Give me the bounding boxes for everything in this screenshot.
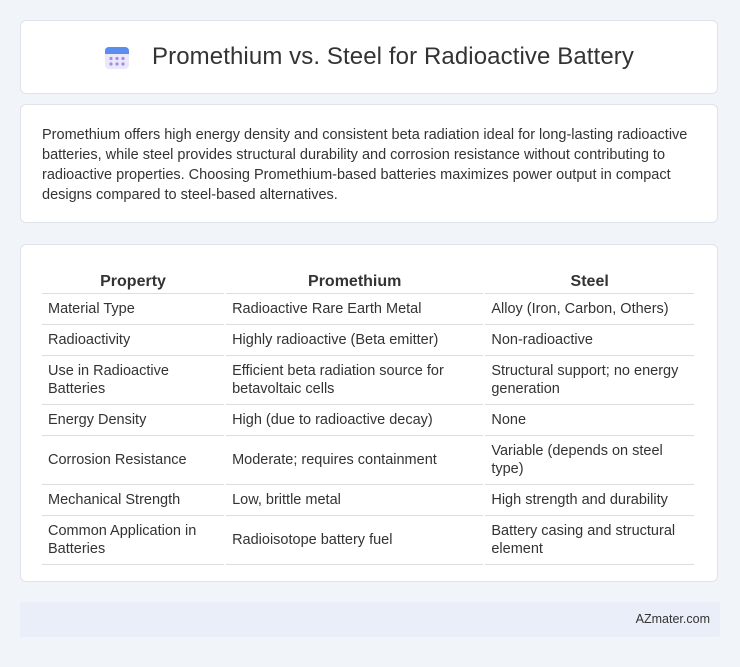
- table-cell: Energy Density: [42, 405, 224, 436]
- table-cell: Radioactive Rare Earth Metal: [226, 294, 483, 325]
- comparison-card: [20, 244, 718, 582]
- header-card: [20, 20, 718, 94]
- table-row: [42, 405, 694, 436]
- table-cell: Use in Radioactive Batteries: [42, 356, 224, 405]
- calendar-icon: [104, 44, 130, 70]
- column-header-promethium: Promethium: [226, 265, 483, 294]
- table-cell: Structural support; no energy generation: [485, 356, 694, 405]
- intro-text: Promethium offers high energy density and consistent beta radiation ideal for long-lasting radioactive batteries, while steel provides structural durability and corrosion resistance without contributing to radioactive properties. Choosing Promethium-based batteries maximizes power output in compact designs compared to steel-based alternatives.: [42, 127, 688, 203]
- table-row: [42, 294, 694, 325]
- table-cell: Low, brittle metal: [226, 485, 483, 516]
- table-cell: High strength and durability: [485, 485, 694, 516]
- table-cell: Highly radioactive (Beta emitter): [226, 325, 483, 356]
- table-header-row: [42, 265, 694, 294]
- table-row: [42, 485, 694, 516]
- table-row: [42, 356, 694, 405]
- intro-card: [20, 104, 718, 223]
- footer-bar: [20, 602, 720, 637]
- table-cell: Radioactivity: [42, 325, 224, 356]
- table-cell: Non-radioactive: [485, 325, 694, 356]
- table-cell: Battery casing and structural element: [485, 516, 694, 565]
- footer-source-link[interactable]: AZmater.com: [635, 612, 710, 626]
- page-title: Promethium vs. Steel for Radioactive Battery: [152, 43, 634, 70]
- table-cell: High (due to radioactive decay): [226, 405, 483, 436]
- table-cell: Moderate; requires containment: [226, 436, 483, 485]
- table-cell: Radioisotope battery fuel: [226, 516, 483, 565]
- table-cell: Variable (depends on steel type): [485, 436, 694, 485]
- table-cell: Corrosion Resistance: [42, 436, 224, 485]
- table-cell: None: [485, 405, 694, 436]
- table-cell: Mechanical Strength: [42, 485, 224, 516]
- column-header-steel: Steel: [485, 265, 694, 294]
- table-cell: Alloy (Iron, Carbon, Others): [485, 294, 694, 325]
- table-row: [42, 325, 694, 356]
- table-cell: Material Type: [42, 294, 224, 325]
- comparison-table: [40, 265, 696, 565]
- column-header-property: Property: [42, 265, 224, 294]
- table-cell: Efficient beta radiation source for betavoltaic cells: [226, 356, 483, 405]
- table-row: [42, 436, 694, 485]
- table-cell: Common Application in Batteries: [42, 516, 224, 565]
- table-row: [42, 516, 694, 565]
